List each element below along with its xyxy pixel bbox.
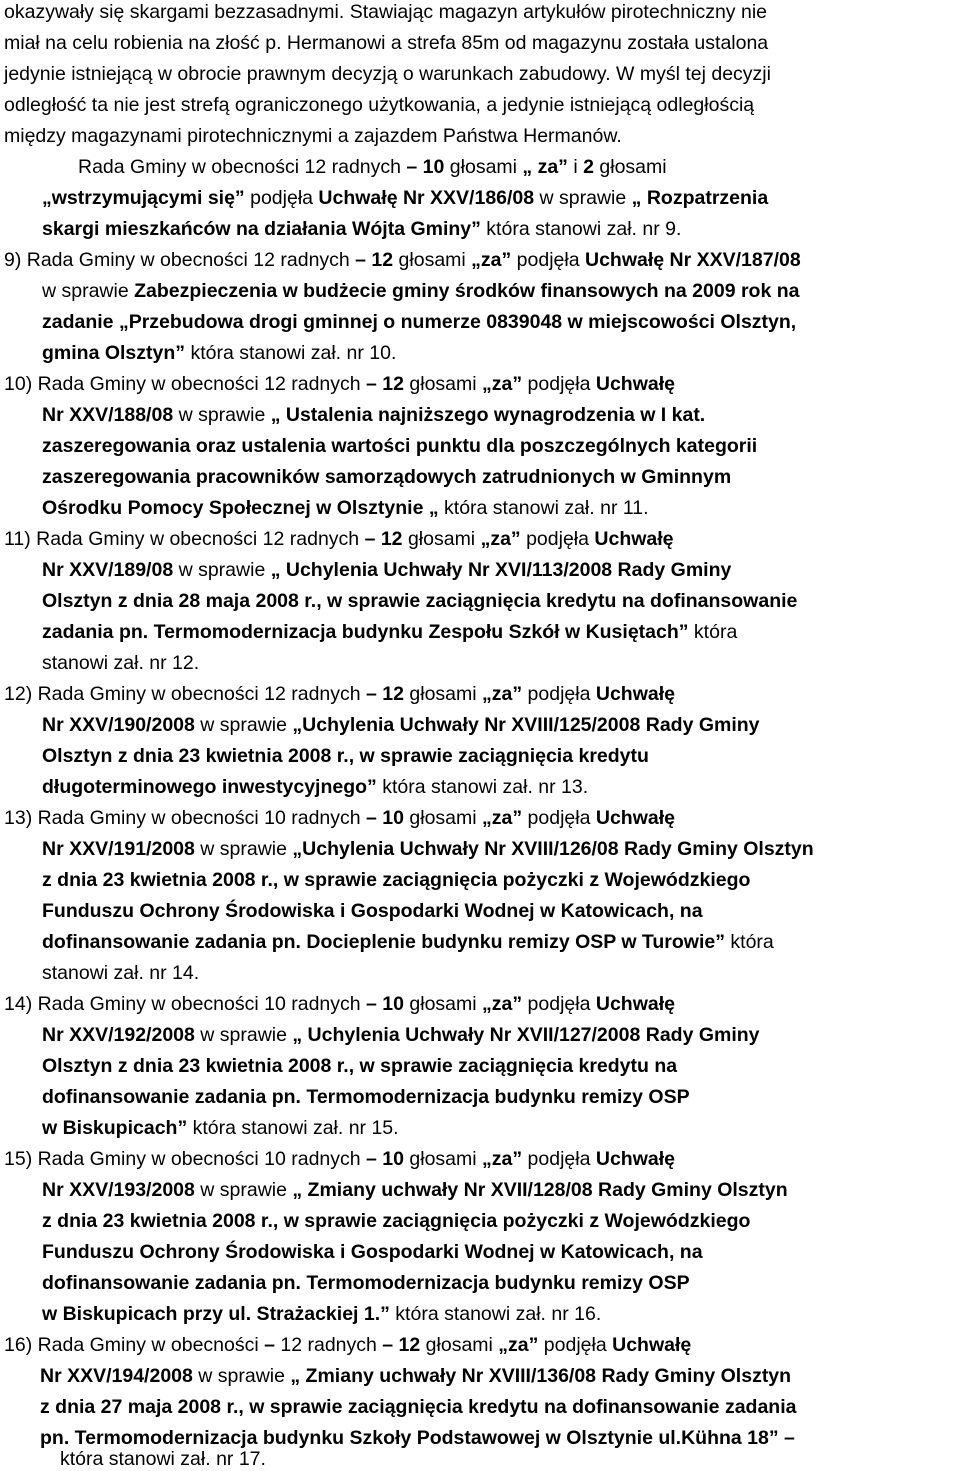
bold-text: Nr XXV/188/08	[42, 404, 174, 426]
bold-text: Funduszu Ochrony Środowiska i Gospodarki Wodnej w Katowicach, na	[42, 1241, 703, 1263]
text: w sprawie	[42, 280, 135, 302]
text: głosami	[449, 156, 523, 178]
bold-text: dofinansowanie zadania pn. Docieplenie budynku remizy OSP w Turowie”	[42, 931, 725, 953]
text: 10) Rada Gminy w obecności 12 radnych	[4, 373, 367, 395]
text-line	[42, 775, 588, 799]
text: głosami	[403, 807, 483, 829]
bold-text: – 10	[406, 156, 450, 178]
bold-text: „ Uchylenia Uchwały Nr XVI/113/2008 Rady Gminy	[270, 559, 732, 581]
bold-text: , w sprawie zaciągnięcia pożyczki z Wojewódzkiego	[272, 869, 751, 891]
text-line	[42, 465, 731, 489]
bold-text: Uchwałę	[595, 807, 675, 829]
text: podjęła	[538, 1334, 613, 1356]
text-line	[4, 0, 767, 24]
bold-text: „Uchylenia Uchwały Nr XVIII/125/2008 Rady Gminy	[292, 714, 760, 736]
bold-text: „ Ustalenia najniższego wynagrodzenia w I kat.	[270, 404, 706, 426]
text: podjęła	[522, 683, 596, 705]
bold-text: „za”	[498, 1334, 539, 1356]
bold-text: Nr XXV/189/08	[42, 559, 174, 581]
text-line	[42, 1209, 750, 1233]
bold-text: –	[264, 1334, 281, 1356]
bold-text: „ Zmiany uchwały Nr XVIII/136/08 Rady Gminy Olsztyn	[290, 1365, 792, 1387]
text-line	[42, 961, 199, 985]
text: w sprawie	[192, 1365, 291, 1387]
bold-text: Zabezpieczenia w budżecie gminy środków finansowych na 2009 rok na	[134, 280, 800, 302]
text-line	[42, 310, 796, 334]
bold-text: – 10	[366, 807, 404, 829]
bold-text: „za”	[480, 528, 521, 550]
text: która	[688, 621, 738, 643]
text-line	[42, 341, 396, 365]
bold-text: – 12	[366, 683, 404, 705]
text: podjęła	[522, 993, 596, 1015]
text: okazywały się skargami bezzasadnymi. Stawiając magazyn artykułów pirotechniczny nie	[4, 1, 767, 23]
text-line	[4, 93, 754, 117]
text-line	[4, 806, 675, 830]
text: w sprawie	[194, 838, 293, 860]
text: w sprawie	[194, 1179, 293, 1201]
bold-text: „ Zmiany uchwały Nr XVII/128/08 Rady Gminy Olsztyn	[292, 1179, 788, 1201]
text: głosami	[393, 249, 472, 271]
text-line	[42, 1271, 690, 1295]
bold-text: w Biskupicach”	[42, 1117, 188, 1139]
text-line	[42, 589, 797, 613]
bold-text: długoterminowego inwestycyjnego”	[42, 776, 377, 798]
text-line	[4, 124, 622, 148]
bold-text: Uchwałę	[595, 373, 675, 395]
bold-text: Uchwałę	[595, 1148, 675, 1170]
bold-text: „Uchylenia Uchwały Nr XVIII/126/08 Rady Gminy Olsztyn	[292, 838, 814, 860]
text: która stanowi zał. nr 16.	[389, 1303, 602, 1325]
bold-text: zaszeregowania pracowników samorządowych zatrudnionych w Gminnym	[42, 466, 732, 488]
text: która stanowi zał. nr 15.	[187, 1117, 399, 1139]
text: która stanowi zał. nr 17.	[60, 1448, 266, 1470]
text-line	[4, 31, 768, 55]
text: podjęła	[520, 528, 595, 550]
bold-text: Nr XXV/190/2008	[42, 714, 195, 736]
text-line	[42, 558, 731, 582]
bold-text: z dnia 27 maja 2008 r.	[40, 1396, 239, 1418]
bold-text: , w sprawie zaciągnięcia pożyczki z Wojewódzkiego	[272, 1210, 751, 1232]
bold-text: Nr XXV/192/2008	[42, 1024, 195, 1046]
bold-text: Uchwałę Nr XXV/187/08	[585, 249, 801, 271]
text: głosami	[420, 1334, 499, 1356]
bold-text: z dnia 23 kwietnia 2008 r.	[42, 1210, 273, 1232]
bold-text: zaszeregowania oraz ustalenia wartości punktu dla poszczególnych kategorii	[42, 435, 758, 457]
text: Rada Gminy w obecności 12 radnych	[78, 156, 407, 178]
text-line	[40, 1364, 791, 1388]
bold-text: – 10	[366, 1148, 404, 1170]
text-line	[42, 1023, 760, 1047]
bold-text: zadanie „Przebudowa drogi gminnej o numerze 0839048 w miejscowości Olsztyn,	[42, 311, 797, 333]
text-line	[42, 279, 800, 303]
text: która stanowi zał. nr 9.	[480, 218, 682, 240]
bold-text: dofinansowanie zadania pn. Termomodernizacja budynku remizy OSP	[42, 1086, 690, 1108]
text-line	[42, 930, 774, 954]
bold-text: „za”	[482, 1148, 523, 1170]
bold-text: „za”	[482, 683, 523, 705]
bold-text: – 12	[366, 373, 404, 395]
text: jedynie istniejącą w obrocie prawnym decyzją o warunkach zabudowy. W myśl tej decyzji	[4, 63, 771, 85]
text-line	[42, 434, 757, 458]
text: głosami	[402, 528, 481, 550]
text-line	[42, 1240, 703, 1264]
bold-text: Uchwałę	[595, 993, 675, 1015]
text-line	[4, 1147, 675, 1171]
text-line	[42, 496, 649, 520]
bold-text: Funduszu Ochrony Środowiska i Gospodarki Wodnej w Katowicach, na	[42, 900, 703, 922]
text-line	[40, 1395, 796, 1419]
bold-text: „za”	[471, 249, 512, 271]
text: głosami	[403, 373, 483, 395]
text-line	[4, 1333, 691, 1357]
bold-text: „za”	[482, 993, 523, 1015]
bold-text: w Biskupicach przy ul. Strażackiej 1.”	[42, 1303, 390, 1325]
text: w sprawie	[534, 187, 632, 209]
bold-text: „za”	[482, 807, 523, 829]
bold-text: Uchwałę	[594, 528, 674, 550]
text: 11) Rada Gminy w obecności 12 radnych	[4, 528, 365, 550]
text: podjęła	[244, 187, 319, 209]
text-line	[42, 1116, 399, 1140]
text: miał na celu robienia na złość p. Hermanowi a strefa 85m od magazynu została ustalona	[4, 32, 769, 54]
text-line	[4, 248, 801, 272]
text: 15) Rada Gminy w obecności 10 radnych	[4, 1148, 367, 1170]
bold-text: – 10	[366, 993, 404, 1015]
bold-text: Uchwałę	[612, 1334, 692, 1356]
text: w sprawie	[194, 1024, 293, 1046]
text: 16) Rada Gminy w obecności	[4, 1334, 265, 1356]
text-line	[42, 744, 649, 768]
text: 9) Rada Gminy w obecności 12 radnych	[4, 249, 356, 271]
text: głosami	[403, 683, 483, 705]
text: która stanowi zał. nr 10.	[185, 342, 397, 364]
text-line	[4, 992, 675, 1016]
text-line	[60, 1447, 266, 1471]
text-line	[42, 217, 681, 241]
text: podjęła	[522, 1148, 596, 1170]
text: odległość ta nie jest strefą ograniczonego użytkowania, a jedynie istniejącą odległością	[4, 94, 755, 116]
text: podjęła	[511, 249, 585, 271]
text-line	[42, 899, 703, 923]
text: podjęła	[522, 807, 596, 829]
bold-text: – 12	[364, 528, 403, 550]
bold-text: , w sprawie zaciągnięcia kredytu na dofinansowanie	[316, 590, 798, 612]
text: stanowi zał. nr 12.	[42, 652, 200, 674]
text: w sprawie	[194, 714, 293, 736]
text-line	[42, 837, 814, 861]
text: między magazynami pirotechnicznymi a zajazdem Państwa Hermanów.	[4, 125, 622, 147]
text-line	[4, 62, 771, 86]
text: podjęła	[522, 373, 596, 395]
text: głosami	[403, 1148, 483, 1170]
text-line	[4, 682, 675, 706]
bold-text: „za”	[482, 373, 523, 395]
bold-text: dofinansowanie zadania pn. Termomodernizacja budynku remizy OSP	[42, 1272, 690, 1294]
bold-text: Olsztyn z dnia 28 maja 2008 r.	[42, 590, 317, 612]
text-line	[78, 155, 667, 179]
text: w sprawie	[173, 404, 271, 426]
bold-text: pn. Termomodernizacja budynku Szkoły Podstawowej w Olsztynie ul.Kühna 18” –	[40, 1427, 795, 1449]
bold-text: Nr XXV/193/2008	[42, 1179, 195, 1201]
bold-text: z dnia 23 kwietnia 2008 r.	[42, 869, 273, 891]
text-line	[42, 1054, 677, 1078]
text: która stanowi zał. nr 13.	[376, 776, 589, 798]
text: głosami	[403, 993, 483, 1015]
bold-text: „ za”	[522, 156, 568, 178]
bold-text: Olsztyn z dnia 23 kwietnia 2008 r.	[42, 1055, 349, 1077]
text-line	[42, 620, 737, 644]
text-line	[4, 527, 674, 551]
text-line	[42, 868, 750, 892]
bold-text: „ Rozpatrzenia	[631, 187, 769, 209]
text-line	[4, 372, 675, 396]
text: głosami	[593, 156, 667, 178]
text-line	[42, 1178, 788, 1202]
bold-text: Nr XXV/191/2008	[42, 838, 195, 860]
bold-text: Ośrodku Pomocy Społecznej w Olsztynie „	[42, 497, 439, 519]
text: która stanowi zał. nr 11.	[438, 497, 649, 519]
text: która	[725, 931, 774, 953]
text: w sprawie	[173, 559, 271, 581]
bold-text: „wstrzymującymi się”	[42, 187, 245, 209]
text: 13) Rada Gminy w obecności 10 radnych	[4, 807, 367, 829]
text: stanowi zał. nr 14.	[42, 962, 200, 984]
bold-text: zadania pn. Termomodernizacja budynku Zespołu Szkół w Kusiętach”	[42, 621, 689, 643]
text-line	[42, 1302, 601, 1326]
text-line	[42, 713, 760, 737]
bold-text: , w sprawie zaciągnięcia kredytu na dofinansowanie zadania	[238, 1396, 797, 1418]
text-line	[42, 1085, 690, 1109]
bold-text: Uchwałę Nr XXV/186/08	[318, 187, 535, 209]
text-line	[42, 651, 199, 675]
bold-text: Nr XXV/194/2008	[40, 1365, 193, 1387]
text: i	[567, 156, 584, 178]
bold-text: gmina Olsztyn”	[42, 342, 186, 364]
bold-text: „ Uchylenia Uchwały Nr XVII/127/2008 Rady Gminy	[292, 1024, 760, 1046]
text: 12 radnych	[280, 1334, 383, 1356]
bold-text: Uchwałę	[595, 683, 675, 705]
text-line	[42, 186, 768, 210]
bold-text: – 12	[355, 249, 394, 271]
bold-text: , w sprawie zaciągnięcia kredytu	[348, 745, 649, 767]
text-line	[42, 403, 705, 427]
bold-text: Olsztyn z dnia 23 kwietnia 2008 r.	[42, 745, 349, 767]
bold-text: 2	[583, 156, 594, 178]
text: 14) Rada Gminy w obecności 10 radnych	[4, 993, 367, 1015]
bold-text: skargi mieszkańców na działania Wójta Gminy”	[42, 218, 481, 240]
bold-text: , w sprawie zaciągnięcia kredytu na	[348, 1055, 678, 1077]
bold-text: – 12	[382, 1334, 421, 1356]
text: 12) Rada Gminy w obecności 12 radnych	[4, 683, 367, 705]
